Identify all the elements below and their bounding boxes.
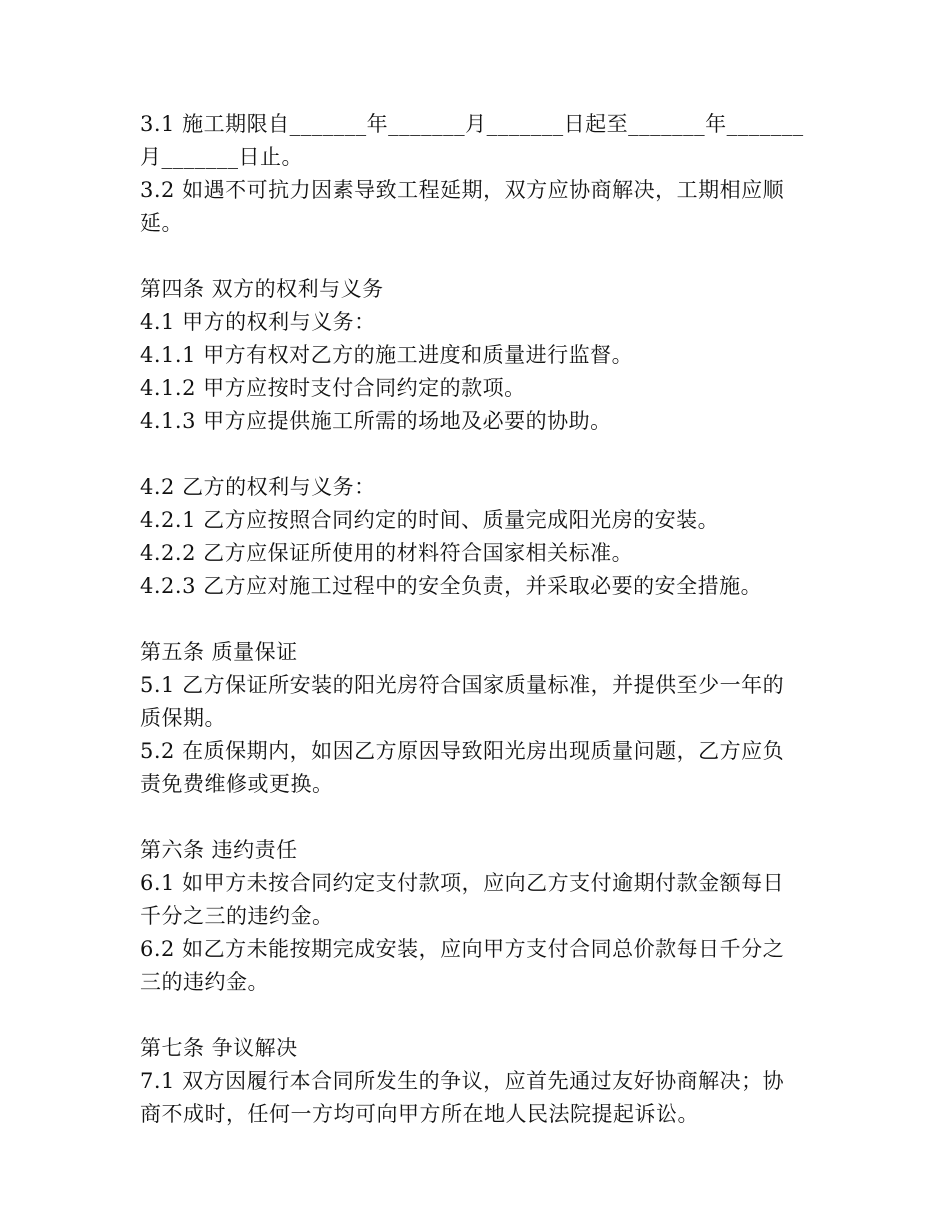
text-line: 5.2 在质保期内，如因乙方原因导致阳光房出现质量问题，乙方应负 xyxy=(140,739,785,763)
blank-line xyxy=(140,801,820,834)
text-line: 5.1 乙方保证所安装的阳光房符合国家质量标准，并提供至少一年的 xyxy=(140,673,785,697)
section-heading: 第五条 质量保证 xyxy=(140,640,298,664)
text-line: 4.1.1 甲方有权对乙方的施工进度和质量进行监督。 xyxy=(140,343,634,367)
text-line: 4.2.2 乙方应保证所使用的材料符合国家相关标准。 xyxy=(140,541,634,565)
text-line: 三的违约金。 xyxy=(140,970,269,994)
text-line: 3.1 施工期限自_______年_______月_______日起至_______年_______ xyxy=(140,112,804,136)
text-line: 6.2 如乙方未能按期完成安装，应向甲方支付合同总价款每日千分之 xyxy=(140,937,785,961)
text-line: 延。 xyxy=(140,211,183,235)
text-line: 月_______日止。 xyxy=(140,145,303,169)
text-line: 4.2 乙方的权利与义务： xyxy=(140,475,376,499)
blank-line xyxy=(140,240,820,273)
text-line: 质保期。 xyxy=(140,706,226,730)
text-line: 6.1 如甲方未按合同约定支付款项，应向乙方支付逾期付款金额每日 xyxy=(140,871,785,895)
contract-page xyxy=(140,108,820,1131)
section-heading: 第四条 双方的权利与义务 xyxy=(140,277,384,301)
text-line: 4.1 甲方的权利与义务： xyxy=(140,310,376,334)
text-line: 4.2.3 乙方应对施工过程中的安全负责，并采取必要的安全措施。 xyxy=(140,574,763,598)
text-line: 4.2.1 乙方应按照合同约定的时间、质量完成阳光房的安装。 xyxy=(140,508,720,532)
text-line: 7.1 双方因履行本合同所发生的争议，应首先通过友好协商解决；协 xyxy=(140,1069,785,1093)
blank-line xyxy=(140,999,820,1032)
section-heading: 第六条 违约责任 xyxy=(140,838,298,862)
text-line: 4.1.2 甲方应按时支付合同约定的款项。 xyxy=(140,376,526,400)
section-heading: 第七条 争议解决 xyxy=(140,1036,298,1060)
text-line: 4.1.3 甲方应提供施工所需的场地及必要的协助。 xyxy=(140,409,612,433)
blank-line xyxy=(140,438,820,471)
text-line: 商不成时，任何一方均可向甲方所在地人民法院提起诉讼。 xyxy=(140,1102,699,1126)
text-line: 3.2 如遇不可抗力因素导致工程延期，双方应协商解决，工期相应顺 xyxy=(140,178,785,202)
text-line: 责免费维修或更换。 xyxy=(140,772,334,796)
text-line: 千分之三的违约金。 xyxy=(140,904,334,928)
blank-line xyxy=(140,603,820,636)
